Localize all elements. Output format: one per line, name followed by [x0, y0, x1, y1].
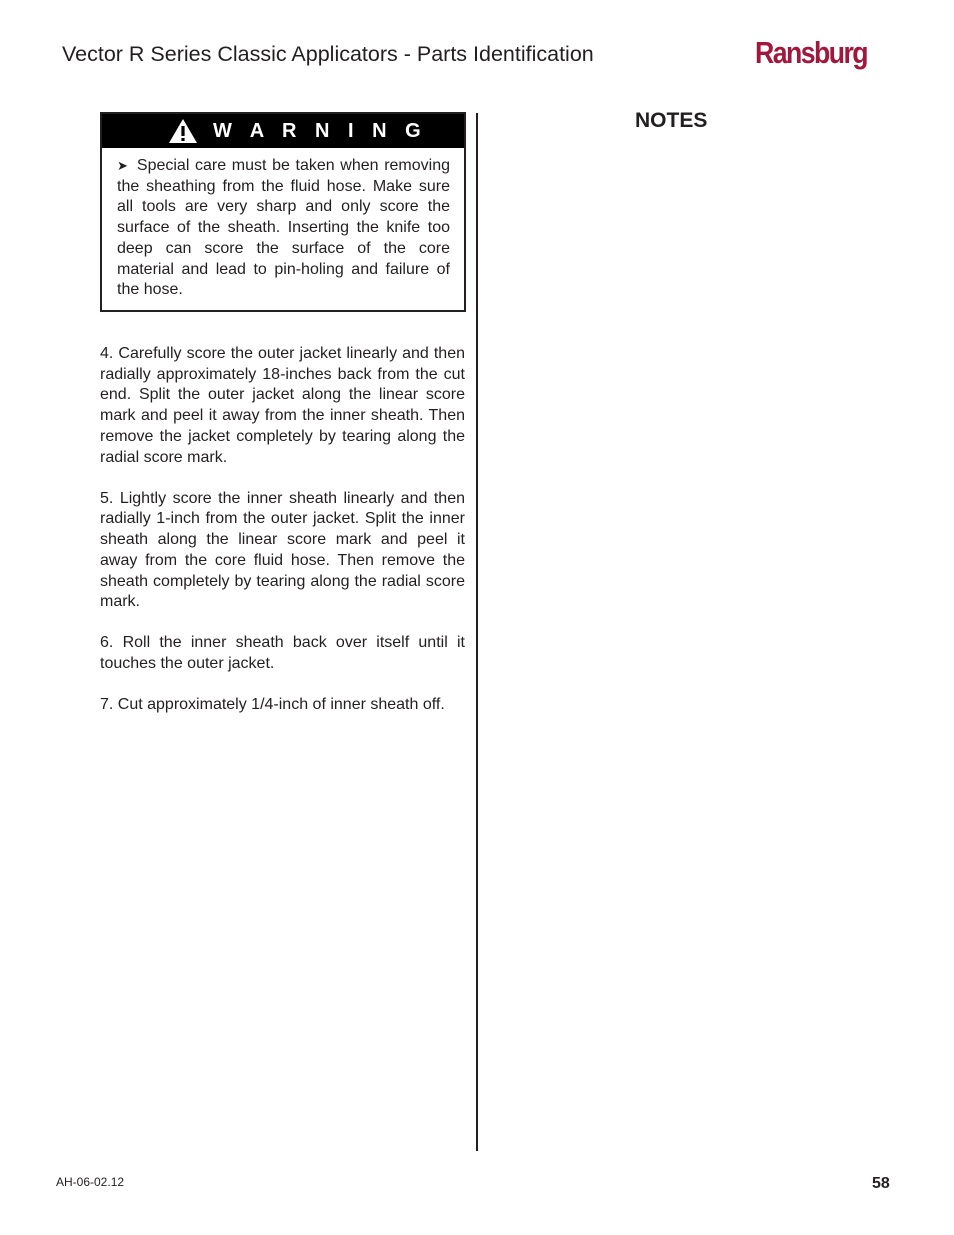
step-7: 7. Cut approximately 1/4-inch of inner sheath off. — [100, 696, 445, 714]
warning-box — [100, 112, 466, 312]
instruction-steps — [100, 344, 465, 737]
page-title: Vector R Series Classic Applicators - Parts Identification — [62, 42, 594, 66]
step-5: 5. Lightly score the inner sheath linearly and then radially 1-inch from the outer jacket. Split the inner sheath along the linear score mark and peel it away from the core fluid hose. Then remove the sheath completely by tearing along the radial score mark. — [100, 489, 465, 611]
column-divider — [476, 113, 478, 1151]
document-code: AH-06-02.12 — [56, 1175, 125, 1189]
step-6: 6. Roll the inner sheath back over itself until it touches the outer jacket. — [100, 634, 465, 673]
step-4: 4. Carefully score the outer jacket linearly and then radially approximately 18-inches back from the cut end. Split the outer jacket along the linear score mark and peel it away from the inner sheath. Then remove the jacket completely by tearing along the radial score mark. — [100, 345, 465, 466]
chevron-right-icon: ➤ — [117, 158, 128, 173]
ransburg-logo: Ransburg — [755, 35, 868, 70]
warning-header — [102, 114, 464, 148]
notes-heading: NOTES — [635, 109, 708, 132]
warning-message: Special care must be taken when removing the sheathing from the fluid hose. Make sure all tools are very sharp and only score the surface of the sheath. Inserting the knife too deep can score the surface of the core material and lead to pin-holing and failure of the hose. — [117, 157, 450, 299]
page-number: 58 — [872, 1175, 890, 1192]
warning-text — [117, 156, 450, 301]
warning-label: W A R N I N G — [213, 120, 428, 142]
warning-triangle-icon — [168, 118, 198, 144]
